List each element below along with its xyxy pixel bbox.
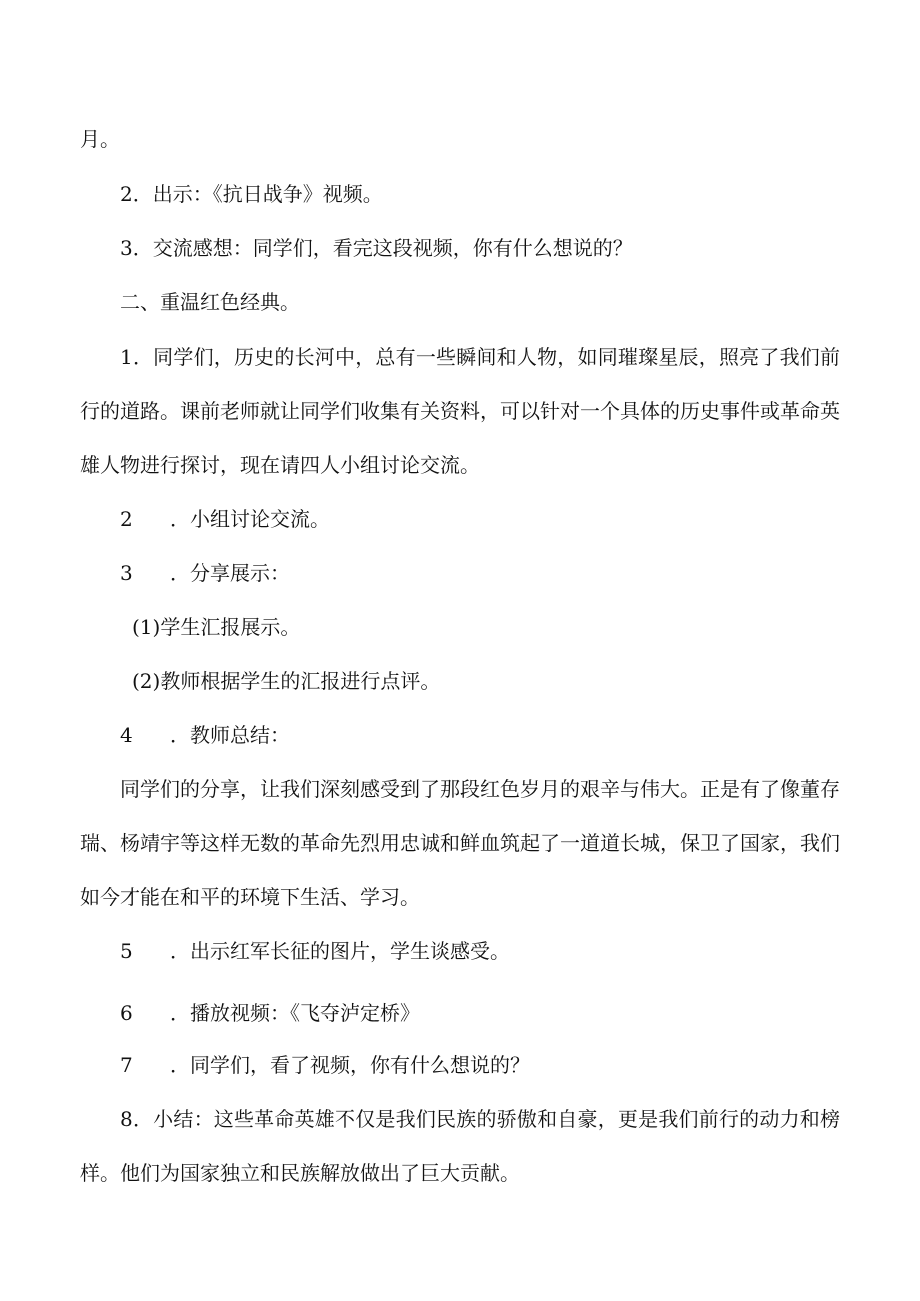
paragraph-line: 雄人物进行探讨，现在请四人小组讨论交流。 <box>80 453 480 477</box>
list-number: 8 <box>120 1107 133 1131</box>
paragraph-line <box>120 1105 840 1133</box>
paragraph-line: 如今才能在和平的环境下生活、学习。 <box>80 885 420 909</box>
list-item <box>120 999 420 1027</box>
list-text: ．分享展示： <box>170 561 290 585</box>
paragraph-line: 瑞、杨靖宇等这样无数的革命先烈用忠诚和鲜血筑起了一道道长城，保卫了国家，我们 <box>80 831 840 855</box>
sub-list-item: (1)学生汇报展示。 <box>132 615 301 639</box>
list-number: 5 <box>120 939 133 963</box>
paragraph-line <box>120 343 840 371</box>
list-number: 6 <box>120 1001 133 1025</box>
list-item <box>120 234 633 262</box>
list-number: 4 <box>120 723 133 747</box>
list-text: ．小组讨论交流。 <box>170 507 330 531</box>
list-text: ．小结：这些革命英雄不仅是我们民族的骄傲和自豪，更是我们前行的动力和榜 <box>132 1107 840 1131</box>
paragraph-line: 同学们的分享，让我们深刻感受到了那段红色岁月的艰辛与伟大。正是有了像董存 <box>120 777 840 801</box>
list-text: ．出示：《抗日战争》视频。 <box>132 182 383 206</box>
list-item <box>120 1051 530 1079</box>
paragraph-line: 样。他们为国家独立和民族解放做出了巨大贡献。 <box>80 1161 520 1185</box>
list-item <box>120 559 290 587</box>
section-heading: 二、重温红色经典。 <box>120 290 300 314</box>
list-number: 3 <box>120 236 133 260</box>
list-item <box>120 937 510 965</box>
list-number: 7 <box>120 1053 133 1077</box>
paragraph-line: 月。 <box>80 127 120 151</box>
list-text: ．播放视频：《飞夺泸定桥》 <box>170 1001 420 1025</box>
list-text: ．同学们，看了视频，你有什么想说的？ <box>170 1053 530 1077</box>
list-number: 2 <box>120 507 133 531</box>
list-text: ．教师总结： <box>170 723 290 747</box>
list-text: ．同学们，历史的长河中，总有一些瞬间和人物，如同璀璨星辰，照亮了我们前 <box>132 345 840 369</box>
list-number: 2 <box>120 182 133 206</box>
list-number: 1 <box>120 345 133 369</box>
list-text: ．交流感想：同学们，看完这段视频，你有什么想说的？ <box>132 236 633 260</box>
list-item <box>120 180 383 208</box>
list-item <box>120 721 290 749</box>
list-item <box>120 505 330 533</box>
list-text: ．出示红军长征的图片，学生谈感受。 <box>170 939 510 963</box>
sub-list-item: (2)教师根据学生的汇报进行点评。 <box>132 669 441 693</box>
list-number: 3 <box>120 561 133 585</box>
paragraph-line: 行的道路。课前老师就让同学们收集有关资料，可以针对一个具体的历史事件或革命英 <box>80 399 840 423</box>
